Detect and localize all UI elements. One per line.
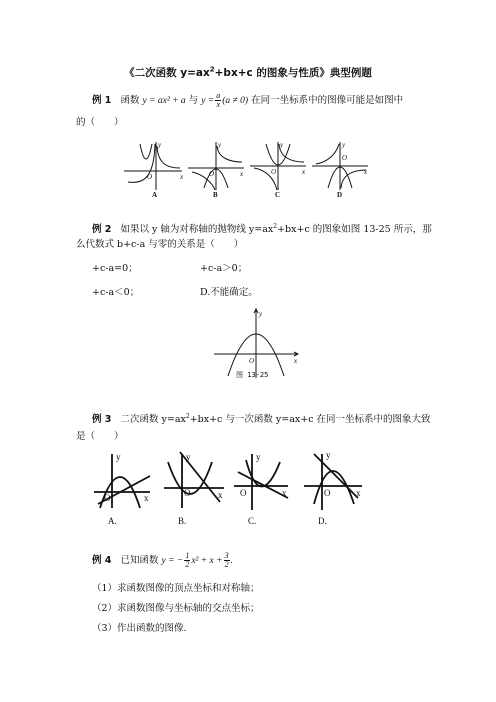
example-3-graphs xyxy=(92,446,372,528)
example-2-superscript: 2 xyxy=(273,223,278,230)
example-2-line-1-pre: 如果以 y 轴为对称轴的抛物线 y=ax xyxy=(120,224,274,236)
graph-b xyxy=(188,142,244,190)
example-3-label: 例 3 xyxy=(92,414,112,426)
fraction-denominator: 2 xyxy=(224,560,229,569)
fraction-numerator: 3 xyxy=(224,551,229,560)
graph-b-y-label: y xyxy=(218,141,222,149)
example-4-fraction-1 xyxy=(184,552,190,569)
fraction-numerator: 1 xyxy=(185,551,190,560)
graph-c-x-label: x xyxy=(282,488,287,498)
example-1-continuation: 的（ ） xyxy=(76,117,124,128)
graph-a-label: A xyxy=(152,191,158,198)
graph-b-label: B xyxy=(213,191,218,198)
graph-c-y-label: y xyxy=(256,452,261,462)
graph-b-origin: O xyxy=(184,488,191,498)
graph-b-origin: O xyxy=(209,170,215,178)
document-title xyxy=(0,65,496,80)
example-3-line-1 xyxy=(92,410,431,427)
example-4-question xyxy=(92,552,233,569)
example-2-label: 例 2 xyxy=(92,224,112,236)
graph-a-label: A. xyxy=(108,516,117,526)
example-4-item-2: （2）求函数图像与坐标轴的交点坐标； xyxy=(92,603,260,614)
example-4-fraction-2 xyxy=(224,552,230,569)
graph-a-y-label: y xyxy=(158,141,162,149)
example-4-item-1: （1）求函数图像的顶点坐标和对称轴； xyxy=(92,583,260,594)
graph-d-y-label: y xyxy=(326,450,331,460)
fraction-denominator: x xyxy=(216,100,221,109)
graph-a xyxy=(124,142,182,190)
fraction-denominator: 2 xyxy=(185,560,190,569)
graph-b-y-label: y xyxy=(186,452,191,462)
title-text-start: 《二次函数 y=ax xyxy=(124,67,210,79)
title-text-end: +bx+c 的图象与性质》典型例题 xyxy=(214,67,372,79)
graph-b-x-label: x xyxy=(218,490,223,500)
example-4-expr-end: . xyxy=(230,556,233,566)
example-1-fraction xyxy=(215,92,221,109)
figure-caption: 图 13-25 xyxy=(236,371,269,379)
example-2-line-1-post: +bx+c 的图象如图 13-25 所示，那 xyxy=(277,224,432,236)
graph-d-y-label: y xyxy=(342,141,346,149)
example-1-expr-1: y = ax² + a xyxy=(142,96,186,106)
example-2-option-b: +c-a＞0； xyxy=(200,263,248,274)
graph-b xyxy=(164,452,224,508)
example-3-line-1-pre: 二次函数 y=ax xyxy=(120,414,186,426)
example-1-text-b: 与 xyxy=(188,95,199,106)
fraction-numerator: a xyxy=(216,91,221,100)
graph-d-label: D. xyxy=(318,516,327,526)
graph-a-origin: O xyxy=(147,173,153,181)
example-4-text: 已知函数 xyxy=(120,555,159,566)
graph-a-y-label: y xyxy=(116,452,121,462)
example-4-expr-left: y = − xyxy=(161,556,184,566)
example-4-label: 例 4 xyxy=(92,555,112,566)
example-3-line-1-post: +bx+c 与一次函数 y=ax+c 在同一坐标系中的图象大致 xyxy=(189,414,431,426)
graph-a xyxy=(94,454,150,508)
graph-c xyxy=(250,142,306,190)
graph-c-label: C. xyxy=(248,516,257,526)
graph-a-x-label: x xyxy=(144,493,149,503)
graph-d-origin: O xyxy=(324,488,331,498)
graph-d-label: D xyxy=(337,191,343,198)
example-3-superscript: 2 xyxy=(185,413,190,420)
title-superscript: 2 xyxy=(209,65,215,74)
graph-a-x-label: x xyxy=(180,173,184,181)
example-1-graphs xyxy=(120,138,370,198)
example-2-option-c: +c-a＜0； xyxy=(92,287,140,298)
example-1-condition: (a ≠ 0) xyxy=(222,96,249,106)
graph-b-label: B. xyxy=(178,516,187,526)
example-2-option-a: +c-a=0； xyxy=(92,263,138,274)
graph-d xyxy=(304,454,362,510)
example-4-expr-mid: x² + x + xyxy=(191,556,223,566)
example-1-text-c: 在同一坐标系中的图像可能是如图中 xyxy=(251,95,404,106)
graph-d-x-label: x xyxy=(364,168,368,176)
figure-x-label: x xyxy=(294,357,298,365)
graph-d-x-label: x xyxy=(356,488,361,498)
graph-d-origin: O xyxy=(342,154,348,162)
example-1-question xyxy=(92,92,403,109)
graph-d xyxy=(312,142,368,190)
example-3-line-2: 是（ ） xyxy=(76,431,124,442)
example-2-line-2: 么代数式 b+c-a 与零的关系是（ ） xyxy=(76,239,244,250)
figure-origin: O xyxy=(249,357,255,365)
example-1-text-a: 函数 xyxy=(120,95,140,106)
graph-c-origin: O xyxy=(271,168,277,176)
figure-y-label: y xyxy=(259,310,263,318)
graph-a-origin: O xyxy=(104,493,111,503)
graph-b-x-label: x xyxy=(240,170,244,178)
graph-c-y-label: y xyxy=(280,141,284,149)
graph-c-label: C xyxy=(275,191,281,198)
example-1-expr-2-left: y = xyxy=(201,96,215,106)
example-4-item-3: （3）作出函数的图像. xyxy=(92,623,187,634)
example-2-line-1 xyxy=(92,220,432,237)
example-2-option-d: D.不能确定。 xyxy=(200,287,258,298)
graph-c-origin: O xyxy=(240,488,247,498)
example-1-label: 例 1 xyxy=(92,95,112,106)
graph-c-x-label: x xyxy=(302,168,306,176)
graph-c xyxy=(234,454,288,510)
